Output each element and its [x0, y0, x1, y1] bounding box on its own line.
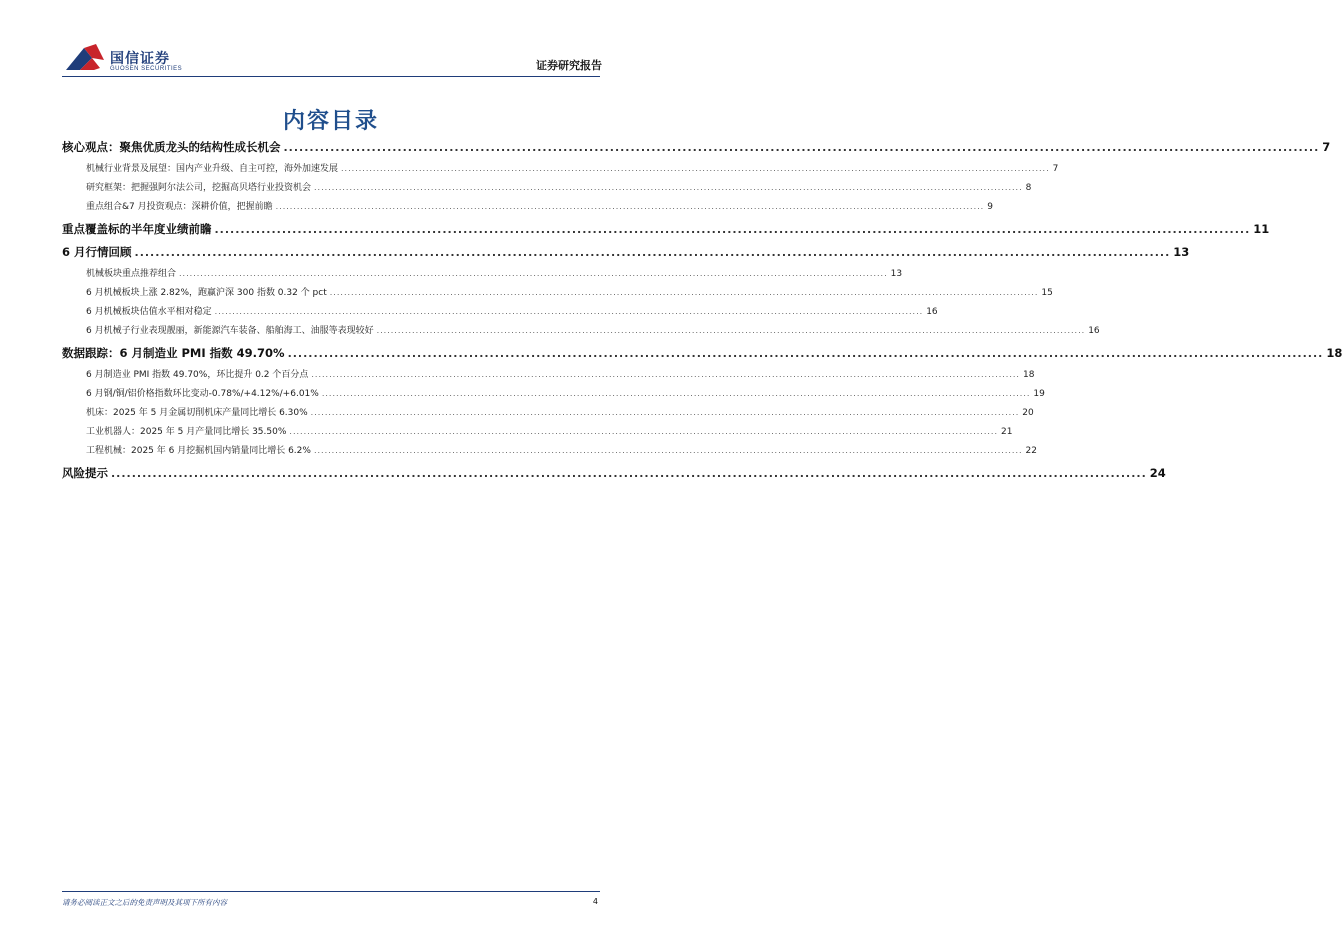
toc-entry-page: 15 — [1041, 288, 1053, 298]
toc-leader-dots: ........................................................................................................................................................................................................ — [134, 246, 1171, 259]
toc-entry-page: 18 — [1326, 346, 1342, 360]
toc-entry-page: 19 — [1033, 389, 1045, 399]
toc-leader-dots: ........................................................................................................................................................................................................ — [111, 467, 1147, 480]
toc-entry-page: 21 — [1001, 427, 1013, 437]
toc-entry-title: 6 月机械板块估值水平相对稳定 — [86, 307, 212, 317]
toc-entry-title: 风险提示 — [62, 466, 108, 480]
toc-entry-page: 16 — [926, 307, 938, 317]
toc-entry-title: 数据跟踪：6 月制造业 PMI 指数 49.70% — [62, 346, 285, 360]
toc-entry-page: 11 — [1253, 222, 1270, 236]
page-number: 4 — [592, 897, 598, 906]
toc-entry-page: 13 — [890, 269, 903, 279]
toc-entry-title: 重点组合&7 月投资观点：深耕价值，把握前瞻 — [86, 202, 273, 212]
toc-entry-page: 13 — [1173, 245, 1190, 259]
toc-entry-title: 6 月机械板块上涨 2.82%，跑赢沪深 300 指数 0.32 个 pct — [86, 288, 327, 298]
report-type-label: 证券研究报告 — [536, 59, 602, 72]
toc-subsection-entry[interactable] — [62, 285, 1053, 304]
toc-leader-dots: ........................................................................................................................................................................................................ — [311, 370, 1020, 379]
toc-leader-dots: ........................................................................................................................................................................................................ — [289, 427, 998, 436]
toc-entry-title: 机械板块重点推荐组合 — [86, 269, 177, 279]
toc-entry-title: 机床：2025 年 5 月金属切削机床产量同比增长 6.30% — [86, 408, 308, 418]
toc-section-entry[interactable] — [62, 244, 1190, 264]
toc-section-entry[interactable] — [62, 139, 1331, 159]
toc-entry-title: 机械行业背景及展望：国内产业升级、自主可控，海外加速发展 — [86, 164, 339, 174]
table-of-contents — [62, 136, 1342, 487]
toc-subsection-entry[interactable] — [62, 180, 1032, 199]
toc-subsection-entry[interactable] — [62, 405, 1034, 424]
footer-divider — [62, 891, 600, 892]
toc-entry-page: 8 — [1025, 183, 1032, 193]
toc-subsection-entry[interactable] — [62, 323, 1100, 342]
toc-entry-title: 研究框架：把握强阿尔法公司，挖掘高贝塔行业投资机会 — [86, 183, 312, 193]
toc-entry-page: 16 — [1088, 326, 1100, 336]
toc-leader-dots: ........................................................................................................................................................................................................ — [341, 164, 1050, 173]
toc-entry-page: 20 — [1022, 408, 1034, 418]
toc-leader-dots: ........................................................................................................................................................................................................ — [314, 183, 1023, 192]
toc-section-entry[interactable] — [62, 345, 1342, 365]
toc-entry-title: 6 月行情回顾 — [62, 245, 132, 259]
toc-leader-dots: ........................................................................................................................................................................................................ — [179, 269, 888, 278]
toc-leader-dots: ........................................................................................................................................................................................................ — [214, 223, 1251, 236]
toc-entry-title: 核心观点：聚焦优质龙头的结构性成长机会 — [62, 140, 281, 154]
toc-subsection-entry[interactable] — [62, 199, 993, 218]
toc-subsection-entry[interactable] — [62, 443, 1037, 462]
page-header — [0, 0, 662, 80]
toc-entry-title: 6 月钢/铜/铝价格指数环比变动-0.78%/+4.12%/+6.01% — [86, 389, 319, 399]
brand-name-cn: 国信证券 — [110, 51, 170, 67]
toc-leader-dots: ........................................................................................................................................................................................................ — [310, 408, 1020, 417]
toc-entry-page: 7 — [1322, 140, 1331, 154]
toc-leader-dots: ........................................................................................................................................................................................................ — [283, 141, 1320, 154]
toc-entry-page: 18 — [1022, 370, 1035, 380]
toc-entry-title: 重点覆盖标的半年度业绩前瞻 — [62, 222, 212, 236]
toc-subsection-entry[interactable] — [62, 304, 938, 323]
toc-leader-dots: ........................................................................................................................................................................................................ — [287, 347, 1324, 360]
toc-entry-title: 工程机械：2025 年 6 月挖掘机国内销量同比增长 6.2% — [86, 446, 311, 456]
footer-disclaimer: 请务必阅读正文之后的免责声明及其项下所有内容 — [62, 898, 227, 907]
header-divider — [62, 76, 600, 77]
toc-subsection-entry[interactable] — [62, 424, 1013, 443]
toc-entry-page: 24 — [1149, 466, 1166, 480]
toc-subsection-entry[interactable] — [62, 367, 1035, 386]
toc-leader-dots: ........................................................................................................................................................................................................ — [329, 288, 1039, 297]
toc-title: 内容目录 — [282, 109, 379, 134]
toc-subsection-entry[interactable] — [62, 266, 903, 285]
toc-leader-dots: ........................................................................................................................................................................................................ — [214, 307, 924, 316]
guosen-logo-icon — [66, 44, 106, 74]
brand-name-en: GUOSEN SECURITIES — [110, 66, 183, 72]
toc-leader-dots: ........................................................................................................................................................................................................ — [376, 326, 1086, 335]
toc-section-entry[interactable] — [62, 221, 1270, 241]
toc-subsection-entry[interactable] — [62, 386, 1045, 405]
toc-leader-dots: ........................................................................................................................................................................................................ — [321, 389, 1031, 398]
toc-entry-page: 9 — [987, 202, 993, 212]
toc-section-entry[interactable] — [62, 465, 1166, 485]
toc-entry-title: 6 月机械子行业表现靓丽，新能源汽车装备、船舶海工、油服等表现较好 — [86, 326, 374, 336]
toc-entry-title: 工业机器人：2025 年 5 月产量同比增长 35.50% — [86, 427, 287, 437]
toc-subsection-entry[interactable] — [62, 161, 1059, 180]
toc-entry-page: 7 — [1052, 164, 1059, 174]
toc-leader-dots: ........................................................................................................................................................................................................ — [313, 446, 1023, 455]
toc-entry-page: 22 — [1025, 446, 1037, 456]
toc-entry-title: 6 月制造业 PMI 指数 49.70%，环比提升 0.2 个百分点 — [86, 370, 309, 380]
toc-leader-dots: ........................................................................................................................................................................................................ — [275, 202, 985, 211]
